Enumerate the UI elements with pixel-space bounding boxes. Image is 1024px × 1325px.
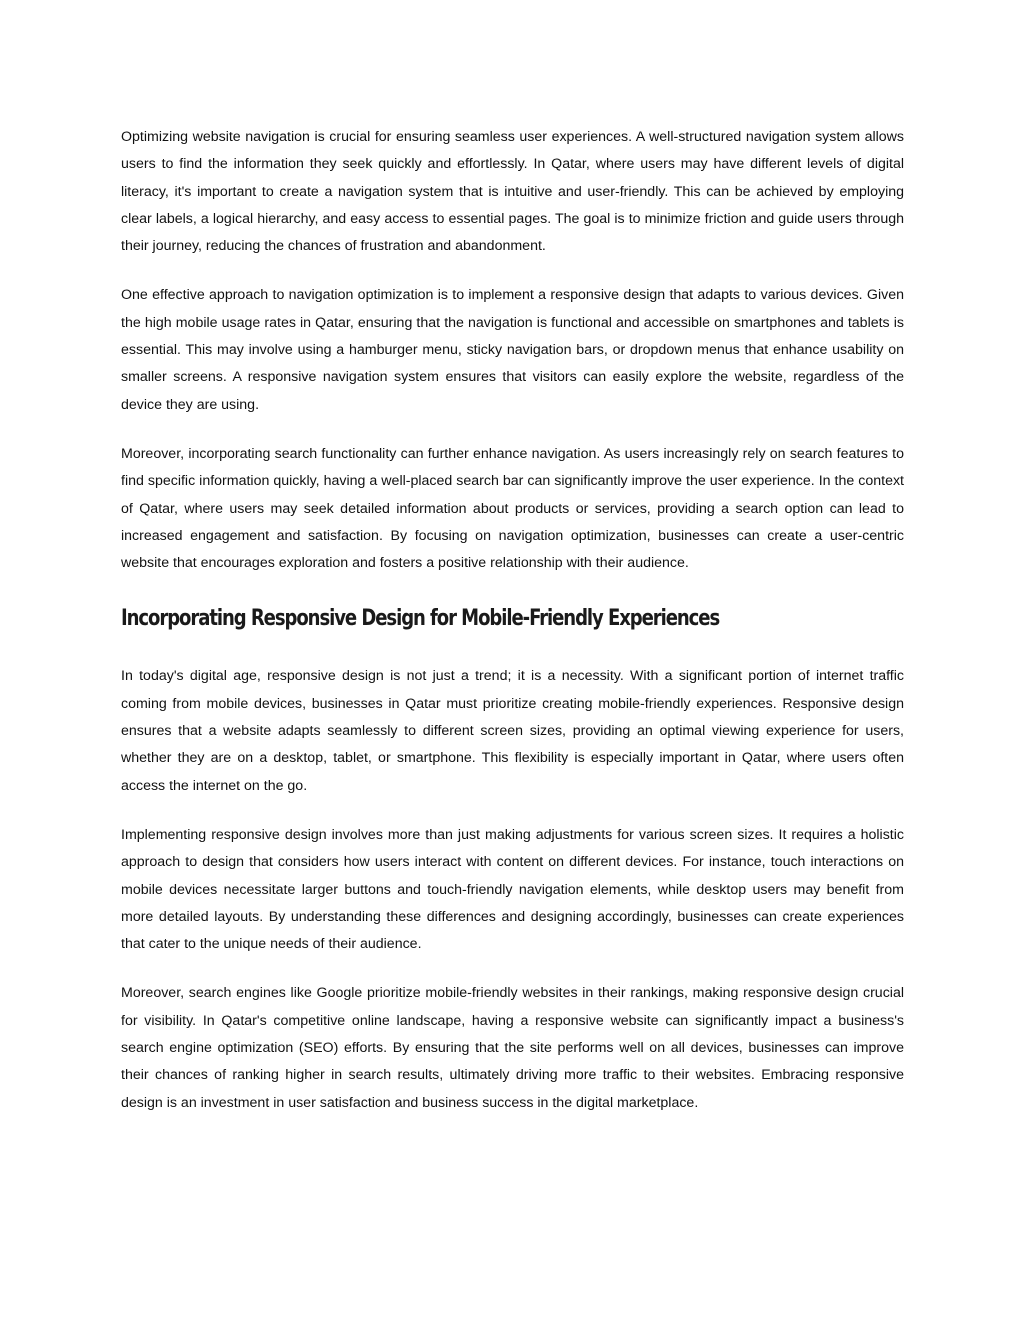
paragraph-responsive-intro: In today's digital age, responsive design is not just a trend; it is a necessity. With a significant portion of internet traffic coming from mobile devices, businesses in Qatar must prioritize creating mobile-friendly experiences. Responsive design ensures that a website adapts seamlessly to different screen sizes, providing an optimal viewing experience for users, whether they are on a desktop, tablet, or smartphone. This flexibility is especially important in Qatar, where users often access the internet on the go. (121, 668, 904, 794)
section-heading: Incorporating Responsive Design for Mobile-Friendly Experiences (121, 606, 720, 632)
paragraph-responsive-seo: Moreover, search engines like Google prioritize mobile-friendly websites in their rankings, making responsive design crucial for visibility. In Qatar's competitive online landscape, having a responsive website can significantly impact a business's search engine optimization (SEO) efforts. By ensuring that the site performs well on all devices, businesses can improve their chances of ranking higher in search results, ultimately driving more traffic to their websites. Embracing responsive design is an investment in user satisfaction and business success in the digital marketplace. (121, 985, 904, 1111)
paragraph-navigation-intro: Optimizing website navigation is crucial for ensuring seamless user experiences. A well-structured navigation system allows users to find the information they seek quickly and effortlessly. In Qatar, where users may have different levels of digital literacy, it's important to create a navigation system that is intuitive and user-friendly. This can be achieved by employing clear labels, a logical hierarchy, and easy access to essential pages. The goal is to minimize friction and guide users through their journey, reducing the chances of frustration and abandonment. (121, 129, 904, 255)
document-page (121, 124, 904, 1139)
paragraph-navigation-search: Moreover, incorporating search functionality can further enhance navigation. As users increasingly rely on search features to find specific information quickly, having a well-placed search bar can significantly improve the user experience. In the context of Qatar, where users may seek detailed information about products or services, providing a search option can lead to increased engagement and satisfaction. By focusing on navigation optimization, businesses can create a user-centric website that encourages exploration and fosters a positive relationship with their audience. (121, 445, 904, 572)
paragraph-responsive-implementation: Implementing responsive design involves more than just making adjustments for various screen sizes. It requires a holistic approach to design that considers how users interact with content on different devices. For instance, touch interactions on mobile devices necessitate larger buttons and touch-friendly navigation elements, while desktop users may benefit from more detailed layouts. By understanding these differences and designing accordingly, businesses can create experiences that cater to the unique needs of their audience. (121, 826, 904, 953)
paragraph-navigation-responsive: One effective approach to navigation optimization is to implement a responsive design that adapts to various devices. Given the high mobile usage rates in Qatar, ensuring that the navigation is functional and accessible on smartphones and tablets is essential. This may involve using a hamburger menu, sticky navigation bars, or dropdown menus that enhance usability on smaller screens. A responsive navigation system ensures that visitors can easily explore the website, regardless of the device they are using. (121, 287, 904, 413)
